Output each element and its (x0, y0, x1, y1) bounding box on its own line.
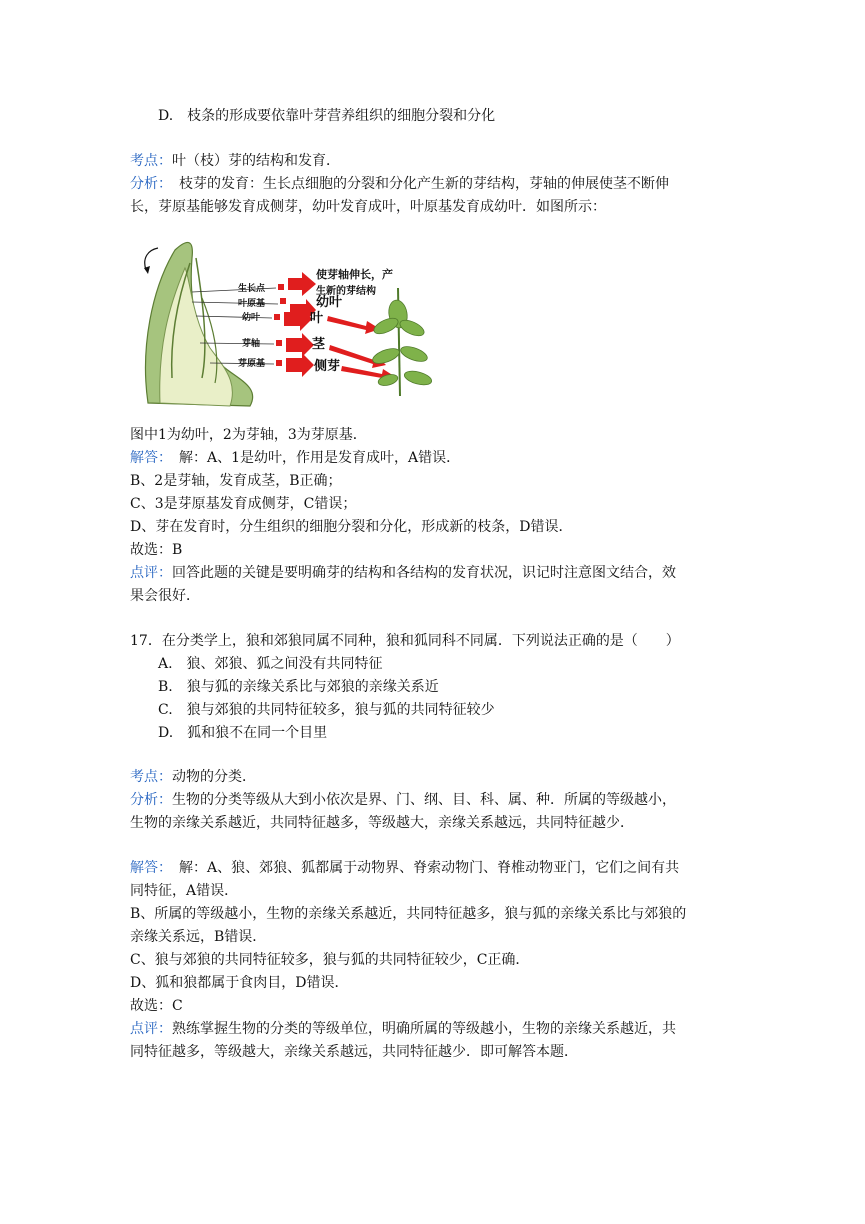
q17-jieda-line5: C、狼与郊狼的共同特征较多，狼与狐的共同特征较少，C正确． (130, 952, 530, 968)
q17-fenxi-line2: 生物的亲缘关系越近，共同特征越多，等级越大，亲缘关系越远，共同特征越少． (130, 815, 634, 831)
q16-answer: 故选：B (130, 542, 183, 558)
dianping-text: 熟练掌握生物的分类的等级单位，明确所属的等级越小，生物的亲缘关系越近，共 (172, 1021, 676, 1037)
q16-jieda-line1 (130, 447, 460, 469)
right-label-lateral-bud: 侧芽 (314, 359, 341, 374)
q17-dianping-line2: 同特征越多，等级越大，亲缘关系越远，共同特征越少．即可解答本题． (130, 1044, 578, 1060)
q16-option-d: D. 枝条的形成要依靠叶芽营养组织的细胞分裂和分化 (158, 108, 496, 124)
label-young-leaf: 幼叶 (242, 313, 261, 323)
label-growing-point: 生长点 (238, 284, 266, 294)
q17-option-c: C. 狼与郊狼的共同特征较多，狼与狐的共同特征较少 (158, 702, 495, 718)
jieda-text: 解：A、1是幼叶，作用是发育成叶，A错误． (165, 450, 461, 466)
text-elongate-line2: 生新的芽结构 (316, 286, 376, 297)
q16-kaodian (130, 150, 340, 172)
jieda-label: 解答： (130, 450, 165, 466)
figure-caption: 图中1为幼叶，2为芽轴，3为芽原基． (130, 427, 367, 443)
right-label-young-leaf: 幼叶 (316, 295, 343, 310)
q16-jieda-line2: B、2是芽轴，发育成茎，B正确； (130, 473, 342, 489)
dianping-label: 点评： (130, 1021, 172, 1037)
q17-fenxi-line1 (130, 789, 676, 811)
q17-answer: 故选：C (130, 998, 183, 1014)
q17-option-d: D. 狐和狼不在同一个目里 (158, 725, 328, 741)
bud-diagram (130, 228, 440, 410)
q17-kaodian (130, 766, 256, 788)
fenxi-text: 枝芽的发育：生长点细胞的分裂和分化产生新的芽结构，芽轴的伸展使茎不断伸 (165, 176, 669, 192)
fenxi-label: 分析： (130, 176, 165, 192)
label-bud-axis: 芽轴 (242, 339, 261, 349)
jieda-label: 解答： (130, 860, 165, 876)
q16-dianping-line2: 果会很好． (130, 588, 200, 604)
fenxi-label: 分析： (130, 792, 172, 808)
text-elongate-line1: 使芽轴伸长，产 (316, 268, 393, 281)
q17-dianping-line1 (130, 1018, 676, 1040)
label-leaf-primordium: 叶原基 (238, 299, 266, 309)
q16-jieda-line4: D、芽在发育时，分生组织的细胞分裂和分化，形成新的枝条，D错误． (130, 519, 573, 535)
kaodian-label: 考点： (130, 769, 172, 785)
plant-illustration (371, 288, 433, 396)
kaodian-text: 叶（枝）芽的结构和发育． (172, 153, 340, 169)
jieda-text: 解：A、狼、郊狼、狐都属于动物界、脊索动物门、脊椎动物亚门，它们之间有共 (165, 860, 680, 876)
q17-jieda-line6: D、狐和狼都属于食肉目，D错误． (130, 975, 349, 991)
q17-option-b: B. 狼与狐的亲缘关系比与郊狼的亲缘关系近 (158, 679, 439, 695)
q17-jieda-line2: 同特征，A错误． (130, 883, 239, 899)
q17-jieda-line4: 亲缘关系远，B错误． (130, 929, 267, 945)
q17-stem: 17．在分类学上，狼和郊狼同属不同种，狼和狐同科不同属．下列说法正确的是（ ） (130, 633, 680, 649)
label-bud-primordium: 芽原基 (238, 359, 266, 369)
q16-fenxi-line1 (130, 173, 669, 195)
q17-option-a: A. 狼、郊狼、狐之间没有共同特征 (158, 656, 383, 672)
right-label-leaf: 叶 (310, 311, 324, 326)
q16-fenxi-line2: 长，芽原基能够发育成侧芽，幼叶发育成叶，叶原基发育成幼叶．如图所示： (130, 199, 606, 215)
fenxi-text: 生物的分类等级从大到小依次是界、门、纲、目、科、属、种．所属的等级越小， (172, 792, 676, 808)
q16-dianping-line1 (130, 562, 676, 584)
dianping-label: 点评： (130, 565, 172, 581)
kaodian-label: 考点： (130, 153, 172, 169)
q16-jieda-line3: C、3是芽原基发育成侧芽，C错误； (130, 496, 357, 512)
q17-jieda-line1 (130, 857, 679, 879)
dianping-text: 回答此题的关键是要明确芽的结构和各结构的发育状况，识记时注意图文结合，效 (172, 565, 676, 581)
bud-structure-figure (130, 228, 440, 410)
kaodian-text: 动物的分类． (172, 769, 256, 785)
pointer-arrow (145, 248, 158, 270)
q17-jieda-line3: B、所属的等级越小，生物的亲缘关系越近，共同特征越多，狼与狐的亲缘关系比与郊狼的 (130, 906, 687, 922)
right-label-stem: 茎 (312, 337, 326, 352)
